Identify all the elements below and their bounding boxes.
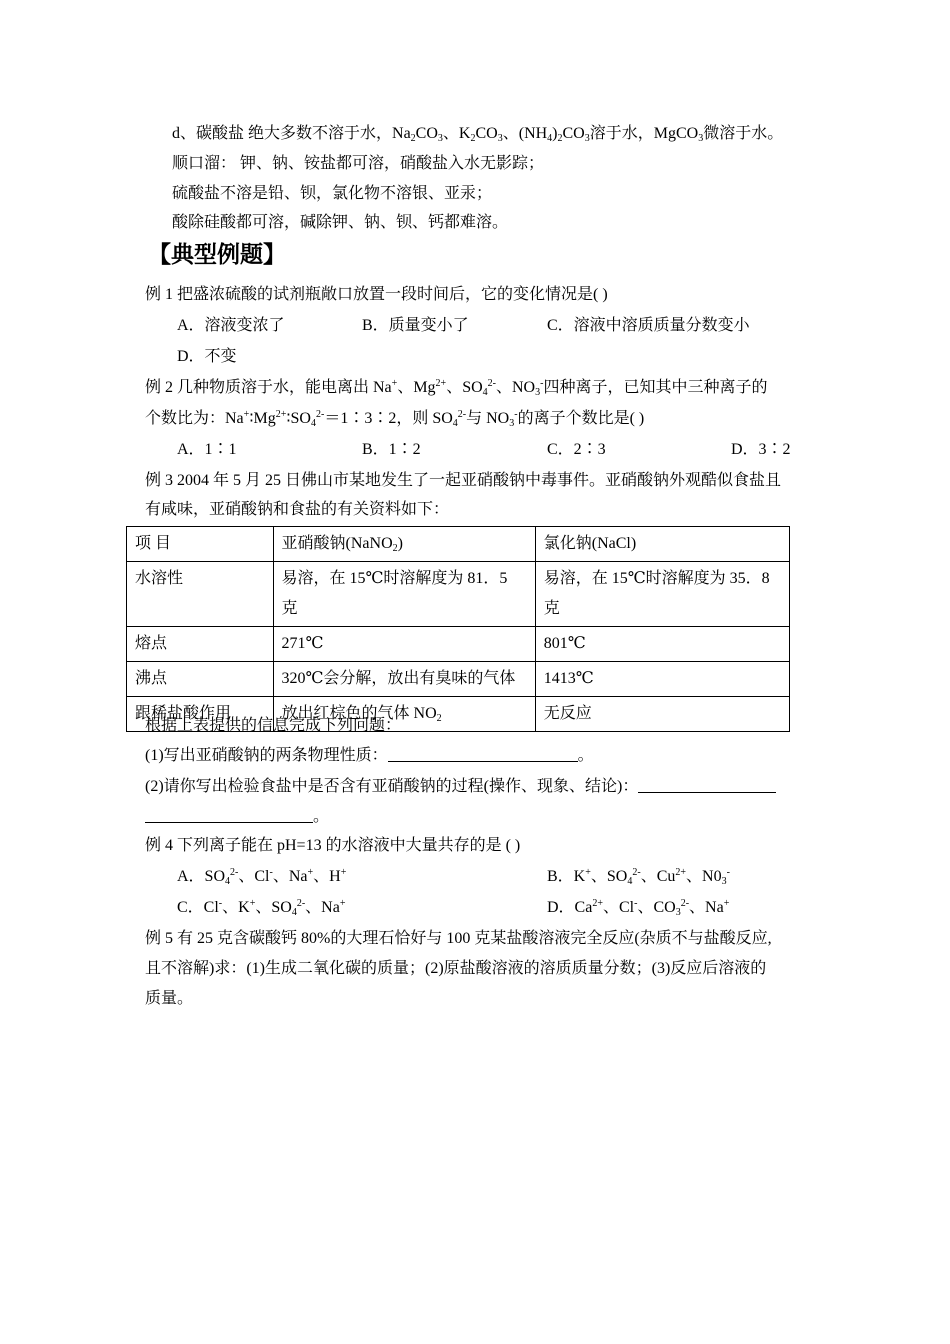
ex1-option-b: B．质量变小了 <box>362 317 469 334</box>
table-cell: 亚硝酸钠(NaNO$_2$) <box>273 527 535 562</box>
table-row <box>127 627 790 662</box>
ex1-option-c: C．溶液中溶质质量分数变小 <box>547 317 750 334</box>
ex2-option-c: C．2∶3 <box>547 441 606 458</box>
ex4-option-d: D．$Ca^{2+}$、Cl-、$CO_3^{2-}$、Na+ <box>547 898 730 918</box>
table-cell: 沸点 <box>127 662 274 697</box>
ex3-question-1: (1)写出亚硝酸钠的两条物理性质： 。 <box>145 747 594 764</box>
table-cell: 1413℃ <box>535 662 789 697</box>
property-table <box>126 526 790 732</box>
table-cell: 801℃ <box>535 627 789 662</box>
ex1-option-a: A．溶液变浓了 <box>177 317 285 334</box>
table-cell: 氯化钠(NaCl) <box>535 527 789 562</box>
ex1-option-d: D．不变 <box>177 348 237 365</box>
ex5-stem-line-1: 例 5 有 25 克含碳酸钙 80%的大理石恰好与 100 克某盐酸溶液完全反应(杂质不与盐酸反应, <box>145 930 772 947</box>
table-cell: 熔点 <box>127 627 274 662</box>
table-cell: 水溶性 <box>127 562 274 627</box>
ex3-question-2: (2)请你写出检验食盐中是否含有亚硝酸钠的过程(操作、现象、结论)： <box>145 776 776 797</box>
ex2-option-b: B．1∶2 <box>362 441 421 458</box>
table-row <box>127 662 790 697</box>
table-cell: 易溶，在 15℃时溶解度为 35．8 克 <box>535 562 789 627</box>
section-title: 【典型例题】 <box>148 242 286 268</box>
carbonate-rule: d、碳酸盐 绝大多数不溶于水，$Na_2CO_3$、$K_2CO_3$、$(NH_4)_2CO_3$溶于水，MgCO$_3$微溶于水。 <box>172 125 784 144</box>
ex4-option-a: A．$SO_4^{2-}$、Cl-、Na+、H+ <box>177 867 347 887</box>
ex3-instruction: 根据上表提供的信息完成下列问题： <box>145 717 402 734</box>
table-cell: 放出红棕色的气体 $NO_2$ <box>273 697 535 732</box>
ex3-stem-line-2: 有咸味，亚硝酸钠和食盐的有关资料如下： <box>145 501 450 518</box>
ex2-stem-line-2: 个数比为：$Na^+∶Mg^{2+}∶SO_4^{2-}=1∶3∶2$，则 $SO_4^{2-}$与 $NO_3^-$的离子个数比是( ) <box>145 409 645 429</box>
answer-blank-2-cont[interactable] <box>145 806 313 823</box>
ex2-option-a: A．1∶1 <box>177 441 237 458</box>
ex5-stem-line-2: 且不溶解)求：(1)生成二氧化碳的质量；(2)原盐酸溶液的溶质质量分数；(3)反应后溶液的 <box>145 960 767 977</box>
ex3-stem-line-1: 例 3 2004 年 5 月 25 日佛山市某地发生了一起亚硝酸钠中毒事件。亚硝酸钠外观酷似食盐且 <box>145 472 782 489</box>
rhyme-line-3: 酸除硅酸都可溶，碱除钾、钠、钡、钙都难溶。 <box>172 214 509 231</box>
rhyme-line-2: 硫酸盐不溶是铅、钡，氯化物不溶银、亚汞； <box>172 185 493 202</box>
ex5-stem-line-3: 质量。 <box>145 990 194 1007</box>
rhyme-line-1: 顺口溜： 钾、钠、铵盐都可溶，硝酸盐入水无影踪； <box>172 155 545 172</box>
answer-blank-1[interactable] <box>388 745 578 762</box>
table-cell: 320℃会分解，放出有臭味的气体 <box>273 662 535 697</box>
ex2-stem-line-1: 例 2 几种物质溶于水，能电离出 Na+、$Mg^{2+}$、$SO_4^{2-}$、$NO_3^-$四种离子，已知其中三种离子的 <box>145 378 768 398</box>
answer-blank-2[interactable] <box>638 776 776 793</box>
table-cell: 跟稀盐酸作用 <box>127 697 274 732</box>
table-cell: 无反应 <box>535 697 789 732</box>
ex1-stem: 例 1 把盛浓硫酸的试剂瓶敞口放置一段时间后，它的变化情况是( ) <box>145 286 608 303</box>
ex4-stem: 例 4 下列离子能在 pH=13 的水溶液中大量共存的是 ( ) <box>145 837 521 854</box>
ex3-question-2-cont: 。 <box>145 806 329 827</box>
ex2-option-d: D．3∶2 <box>731 441 791 458</box>
table-header-row <box>127 527 790 562</box>
ex4-option-b: B．K+、$SO_4^{2-}$、$Cu^{2+}$、$N0_3^-$ <box>547 867 730 887</box>
table-row <box>127 562 790 627</box>
table-cell: 271℃ <box>273 627 535 662</box>
ex4-option-c: C．Cl-、K+、$SO_4^{2-}$、Na+ <box>177 898 346 918</box>
table-cell: 项 目 <box>127 527 274 562</box>
rule-text: d、碳酸盐 绝大多数不溶于水， <box>172 125 393 142</box>
table-cell: 易溶，在 15℃时溶解度为 81．5 克 <box>273 562 535 627</box>
